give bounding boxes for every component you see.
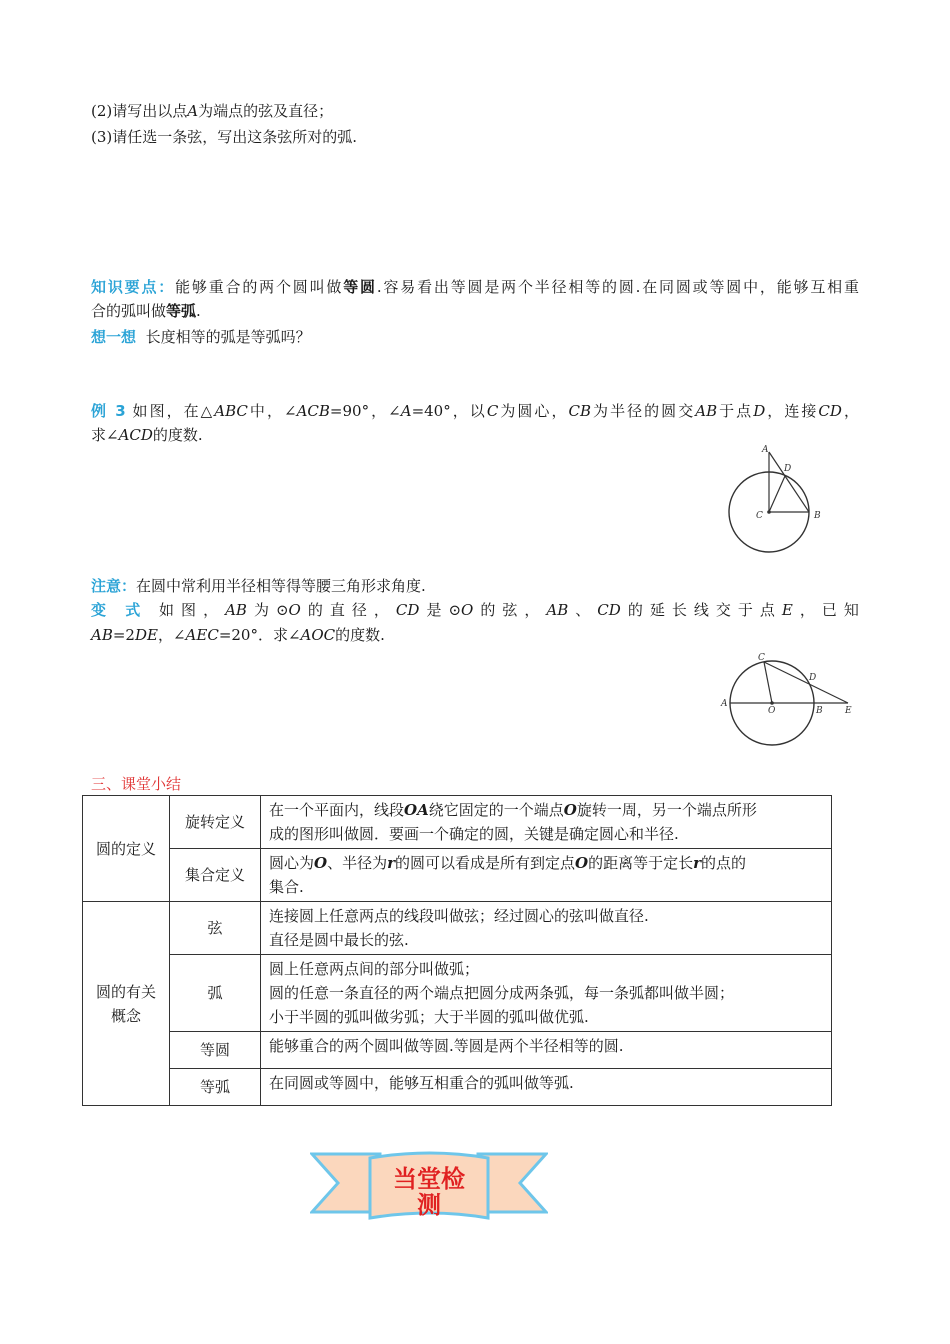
example3-line-1 (91, 400, 859, 422)
label-e: E (845, 706, 852, 716)
row-name: 等圆 (170, 1032, 261, 1069)
banner-title (370, 1166, 488, 1218)
text: 的圆可以看成是所有到定点 (395, 854, 576, 872)
figure-variant (718, 648, 858, 748)
var: CD (818, 402, 842, 420)
text: 的延长线交于点 (620, 601, 782, 619)
term-equal-arc: 等弧 (166, 302, 197, 320)
text: =2 (112, 626, 135, 644)
text: 求∠ (91, 426, 119, 444)
text: ，∠ (157, 626, 186, 644)
text: 小于半圆的弧叫做劣弧；大于半圆的弧叫做优弧. (269, 1008, 589, 1026)
note-line (91, 575, 426, 597)
center-dot (770, 701, 774, 705)
label-o: O (768, 706, 776, 716)
text: 直径是圆中最长的弦. (269, 931, 409, 949)
text: 为端点的弦及直径； (198, 102, 334, 120)
table-row (83, 955, 832, 1032)
text: =20°．求∠ (218, 626, 301, 644)
text: 的度数. (335, 626, 385, 644)
text: 圆上任意两点间的部分叫做弧； (269, 960, 480, 978)
var: D (753, 402, 766, 420)
text: 能够重合的两个圆叫做 (175, 278, 344, 296)
text: 圆的有关 (95, 982, 156, 1001)
var: AB (91, 626, 113, 644)
table-row (83, 1032, 832, 1069)
question-3: (3)请任选一条弦，写出这条弦所对的弧. (91, 128, 358, 146)
row-name: 旋转定义 (170, 796, 261, 849)
segment-oc (764, 662, 772, 703)
knowledge-line-2 (91, 300, 201, 322)
label-d: D (784, 464, 792, 474)
text: 在一个平面内，线段 (269, 801, 405, 819)
text: 当堂检 (393, 1165, 465, 1193)
var: DE (134, 626, 158, 644)
text: 、半径为 (327, 854, 388, 872)
variant-label: 变 式 (91, 601, 148, 619)
text: 成的图形叫做圆．要画一个确定的圆，关键是确定圆心和半径. (269, 825, 679, 843)
text: ，连接 (765, 402, 819, 420)
row-name: 集合定义 (170, 849, 261, 902)
text: 集合. (269, 878, 304, 896)
text: 测 (417, 1191, 441, 1219)
label-a: A (762, 445, 769, 455)
var: A (187, 102, 199, 120)
think-label: 想一想 (91, 328, 137, 346)
text: 如图，在△ (132, 402, 215, 420)
row-content: 在同圆或等圆中，能够互相重合的弧叫做等弧. (261, 1069, 832, 1106)
var: AB (546, 601, 569, 619)
text: 的直径， (300, 601, 396, 619)
table-row (83, 849, 832, 902)
text: 的点的 (701, 854, 747, 872)
row-content (261, 796, 832, 849)
text: 旋转一周，另一个端点所形 (576, 801, 757, 819)
note-label: 注意： (91, 577, 137, 595)
var: C (486, 402, 499, 420)
row-name: 弧 (170, 955, 261, 1032)
think-line (91, 326, 311, 348)
var: O (288, 601, 301, 619)
text: 是⊙ (419, 601, 462, 619)
question-2 (91, 100, 333, 122)
example3-label: 例 3 (91, 402, 126, 420)
label-c: C (758, 653, 765, 663)
text: 于点 (717, 402, 754, 420)
var: r (693, 854, 702, 872)
knowledge-label: 知识要点： (91, 278, 176, 296)
text: 的弦， (473, 601, 547, 619)
text: 绕它固定的一个端点 (428, 801, 564, 819)
text: 的距离等于定长 (588, 854, 694, 872)
table-row (83, 902, 832, 955)
figure-example3 (720, 440, 840, 558)
table-row (83, 1069, 832, 1106)
row-content (261, 849, 832, 902)
var: ABC (214, 402, 248, 420)
row-content (261, 955, 832, 1032)
example3-line-2 (91, 424, 203, 446)
var: O (461, 601, 474, 619)
section-banner (310, 1148, 548, 1228)
var: OA (404, 801, 429, 819)
text: =90°，∠ (329, 402, 401, 420)
row-name: 弦 (170, 902, 261, 955)
var: r (387, 854, 396, 872)
var: O (314, 854, 328, 872)
var: AEC (185, 626, 219, 644)
table-row (83, 796, 832, 849)
label-a: A (721, 699, 728, 709)
center-dot (767, 510, 771, 514)
text: 为⊙ (246, 601, 289, 619)
variant-line-1 (91, 599, 859, 621)
line-ce (764, 662, 848, 703)
text: 中，∠ (247, 402, 297, 420)
text: 合的弧叫做 (91, 302, 167, 320)
summary-table (82, 795, 832, 1106)
text: 在圆中常利用半径相等得等腰三角形求角度. (136, 577, 426, 595)
summary-title: 三、课堂小结 (91, 775, 182, 793)
term-equal-circle: 等圆 (343, 278, 377, 296)
text: 连接圆上任意两点的线段叫做弦；经过圆心的弦叫做直径. (269, 907, 649, 925)
text: 长度相等的弧是等弧吗？ (145, 328, 311, 346)
text: ， (841, 402, 859, 420)
text: 如图， (159, 601, 226, 619)
text: 圆心为 (269, 854, 315, 872)
var: E (781, 601, 793, 619)
variant-line-2 (91, 624, 385, 646)
group-concepts (83, 902, 170, 1106)
text: 圆的任意一条直径的两个端点把圆分成两条弧，每一条弧都叫做半圆； (269, 984, 735, 1002)
label-c: C (756, 511, 763, 521)
segment-cd (769, 476, 785, 512)
var: CD (597, 601, 621, 619)
text: .容易看出等圆是两个半径相等的圆.在同圆或等圆中，能够互相重 (376, 278, 859, 296)
var: AOC (300, 626, 336, 644)
var: ACD (118, 426, 153, 444)
text: 、 (568, 601, 598, 619)
var: CD (395, 601, 420, 619)
var: O (575, 854, 589, 872)
text: 概念 (110, 1006, 141, 1025)
text: 的度数. (152, 426, 203, 444)
var: AB (695, 402, 718, 420)
var: O (563, 801, 577, 819)
label-b: B (814, 511, 821, 521)
knowledge-line-1 (91, 276, 859, 298)
text: . (196, 302, 201, 320)
text: 为半径的圆交 (591, 402, 696, 420)
label-b: B (816, 706, 823, 716)
var: CB (568, 402, 591, 420)
text: ，已知 (792, 601, 859, 619)
label-d: D (809, 673, 817, 683)
text: =40°，以 (411, 402, 487, 420)
var: A (400, 402, 412, 420)
var: AB (225, 601, 247, 619)
text: 为圆心， (498, 402, 569, 420)
group-definition: 圆的定义 (83, 796, 170, 902)
row-content (261, 902, 832, 955)
row-content: 能够重合的两个圆叫做等圆.等圆是两个半径相等的圆. (261, 1032, 832, 1069)
text: (2)请写出以点 (91, 102, 188, 120)
row-name: 等弧 (170, 1069, 261, 1106)
var: ACB (296, 402, 330, 420)
segment-ab (769, 452, 809, 512)
